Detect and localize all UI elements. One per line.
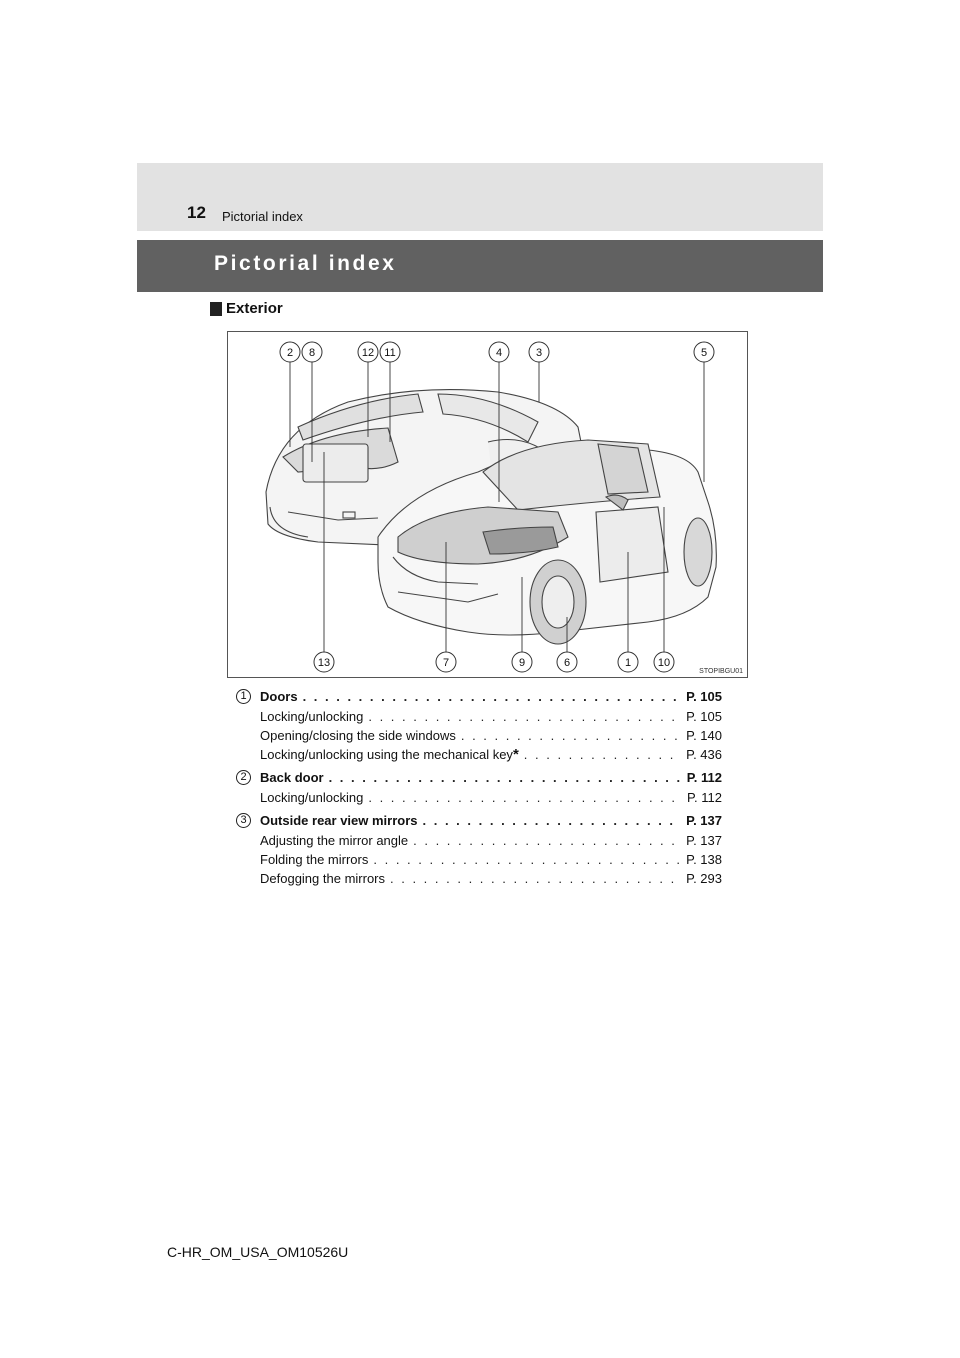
callout-top-3: 12 — [361, 347, 375, 359]
document-code: C-HR_OM_USA_OM10526U — [167, 1244, 349, 1260]
entry-item-row[interactable]: Locking/unlocking using the mechanical key * . . . P. 436 — [260, 747, 722, 765]
entry-item-label: Defogging the mirrors — [260, 871, 385, 886]
dot-leader — [303, 689, 682, 704]
entry-item-label: Locking/unlocking — [260, 790, 364, 805]
subsection-heading — [210, 300, 283, 317]
entry-item-row[interactable] — [260, 790, 722, 808]
entry-number: 1 — [236, 689, 251, 704]
callout-top-5: 4 — [495, 347, 503, 359]
entry-item-row[interactable] — [260, 728, 722, 746]
entry-item-row[interactable] — [260, 709, 722, 727]
entry-item-page: P. 436 — [686, 747, 722, 762]
entry-item-label: Adjusting the mirror angle — [260, 833, 409, 848]
entry-item-row[interactable] — [260, 852, 722, 870]
entry-item-row[interactable] — [260, 833, 722, 851]
entry-title: Outside rear view mirrors — [260, 813, 418, 828]
dot-leader — [368, 790, 682, 805]
callout-bottom-2: 7 — [442, 657, 450, 669]
entry-item-page: P. 140 — [686, 728, 722, 743]
entry-number: 2 — [236, 770, 251, 785]
callout-top-7: 5 — [700, 347, 708, 359]
callout-top-6: 3 — [535, 347, 543, 359]
page-number: 12 — [187, 203, 206, 222]
header-section-name: Pictorial index — [222, 209, 303, 224]
callout-bottom-4: 6 — [563, 657, 571, 669]
callout-top-2: 8 — [308, 347, 316, 359]
subsection-label: Exterior — [226, 300, 283, 317]
entry-item-label: Locking/unlocking — [260, 709, 364, 724]
callout-top-4: 11 — [384, 347, 396, 359]
entry-item-page: P. 137 — [686, 833, 722, 848]
callout-bottom-6: 10 — [657, 657, 671, 669]
page-title: Pictorial index — [214, 252, 397, 275]
dot-leader — [373, 852, 681, 867]
entry-item-label: Locking/unlocking using the mechanical key — [260, 747, 513, 762]
entry-item-label: Opening/closing the side windows — [260, 728, 456, 743]
exterior-diagram — [227, 331, 748, 678]
dot-leader — [329, 770, 682, 785]
callout-bottom-1: 13 — [317, 657, 331, 669]
diagram-code: STOPIBGU01 — [699, 668, 743, 675]
entry-item-label: Folding the mirrors — [260, 852, 369, 867]
entry-title-row[interactable] — [260, 689, 722, 707]
dot-leader — [461, 728, 681, 743]
entry-page: P. 137 — [686, 813, 722, 828]
square-bullet-icon — [210, 302, 222, 316]
dot-leader — [390, 871, 681, 886]
callout-top-1: 2 — [286, 347, 294, 359]
entry-item-page: P. 112 — [687, 790, 722, 805]
entry-item-row[interactable] — [260, 871, 722, 889]
entry-item-page: P. 138 — [686, 852, 722, 867]
entry-page: P. 105 — [686, 689, 722, 704]
dot-leader — [423, 813, 682, 828]
callout-bottom-5: 1 — [624, 657, 632, 669]
entry-title-row[interactable] — [260, 813, 722, 831]
entry-item-page: P. 293 — [686, 871, 722, 886]
entry-item-page: P. 105 — [686, 709, 722, 724]
entry-title: Doors — [260, 689, 298, 704]
entry-number: 3 — [236, 813, 251, 828]
callout-bottom-3: 9 — [518, 657, 526, 669]
car-illustration — [228, 332, 749, 679]
dot-leader — [524, 747, 681, 762]
dot-leader — [368, 709, 681, 724]
entry-title-row[interactable] — [260, 770, 722, 788]
dot-leader — [413, 833, 681, 848]
entry-title: Back door — [260, 770, 324, 785]
entry-page: P. 112 — [686, 770, 722, 785]
